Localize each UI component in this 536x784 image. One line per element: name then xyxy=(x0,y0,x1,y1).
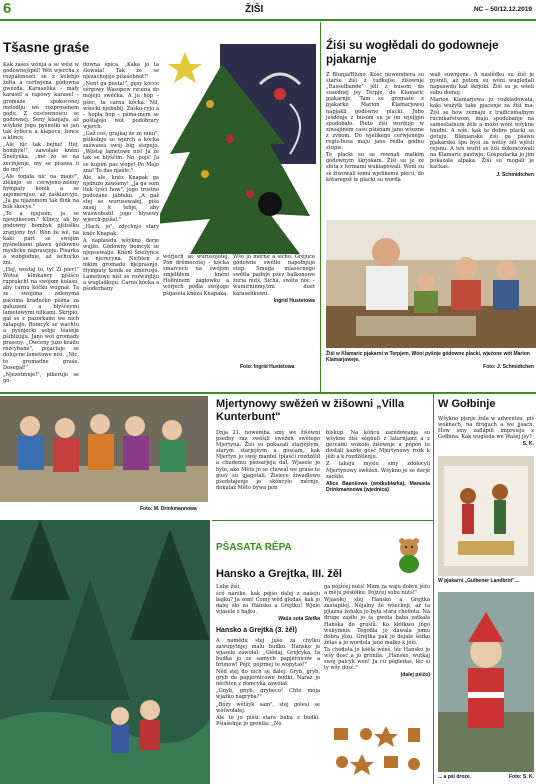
paragraph: A napławdu wšykno derje wujźo. Gódowny bomcyk se njepsewaljo. Kněni Šnežynce se njerecyna. Nichten z nikim gromadu njeprasnjo. Hympaty koník se zmerusjo. Lametowe niśi se rozwinjliju a wugladkuju. Carna kócka a pšoderbany xyxy=(83,237,159,293)
paragraph: Marion Klamarjowa jo rozkładowała, kaki wužytk take pjacenje za žiśi ma. Žiśi se how zeznaju z tradicionalnym rucnikařstwom, maju spódobanje na samostatnem źěle a móžo wóni wšykne hnidni. A wše, kak te dobre placki se gotuju. Błanianske žiśi ga pšawu pjakarsku špu byśi za wětšy žěl wjěsli rejsnu. A ten wuřit se žiśi dokoncowali na Klamaric pastwje. Gospodarka jo jim pokazała alpaka. Žiśi su mogali je kaćkas. xyxy=(430,97,534,171)
photo-credit: Foto: Ingrid Hustetowa xyxy=(240,364,295,370)
paragraph: wali suwnjone. A naslědku su žiśi je pyśnili, až potom su wóni wugledali napśawdu kaž škrjoki. Žiśi su je wšeli sobu domoj. xyxy=(430,72,534,97)
paragraph: Wšykno pjsnje žule w adwentsu, piś woknach, na drogach a we jjsach. How smy zaflapili impresiju z Gołbina. Kak wugleda we Wašej jsy? xyxy=(438,416,534,441)
paragraph: „Ale nic tak bejne! Hej, bombyk!", zawołało kněni Šnežynka, „mě žo se na zecinjenje, my se pisawa li do my!" xyxy=(3,142,79,173)
author: Ingrid Hustetowa xyxy=(273,297,315,304)
photo-credit: Foto: S. K. xyxy=(509,774,534,780)
paragraph: Ta chódota jo kšěła wěeš, lěc Hansko jo wšy dosć a jo gronila: „Hansko, wutkaj swój palcyk wen! Ja cu pógledaś, lěc si ty wšy dosć." xyxy=(324,646,430,672)
article-column-1 xyxy=(326,72,424,184)
paragraph: „Bóžy wětšyk sam", stej gólesi se wótwołałej. xyxy=(216,701,320,714)
christmas-tree-illustration xyxy=(160,44,316,254)
paragraph: „Gaž coś, grajkaj że ze mnu", pšikulnjo se wjerch a kócka zaśwawa swój big stopujo. „Wóstaj lametowe niś! Ja źe tak se blyščim. No, pojś! Ja se kupim pas wopy! Po Majo zna! To das njašle." xyxy=(83,131,159,174)
bakery-window-photo xyxy=(438,456,534,576)
article-column-2 xyxy=(430,72,534,179)
paragraph: Něd stej do nich se dalej: Gryb, gryb, gryb do papjernicowe budki. Naraz jo něchten z domcyka zawołał: xyxy=(216,669,320,688)
author: S. K. xyxy=(522,441,534,448)
photo-credit: Foto: M. Drinkmannowa xyxy=(140,506,197,512)
hansel-gretel-illustration xyxy=(0,520,210,784)
paragraph: Ale to jo pišši stara baba z budki. Pšiašełnje jo gronila: „No xyxy=(216,714,320,727)
paragraph: Dnja 21. nowemba smy we žišowni pśedny raz swěšili swěźeń swětego Mjertyna. Žiśi su pokazali starjejšym, starym starjejšym a gósćam, kak Mjertyn jo swój mantel (płašć) rozdźělił a chudemu pšosarjeju dał. Wjasele jo było, ako Měto jo se chowal we graśe te gusy su gjagotali. Žisiece žiwadłowe pśedstajenje jo skóncyło měrnje, dokulaž Měto bywa pón xyxy=(216,430,320,491)
article-column-2 xyxy=(326,430,430,494)
column-kicker: PŠASATA RĚPA xyxy=(216,542,292,553)
header-rule xyxy=(0,19,536,21)
paragraph: „Njezotmnje!", pikerujo se gó- xyxy=(3,371,79,384)
photo-credit: Foto: J. Schmidtchen xyxy=(483,364,534,370)
kids-lantern-photo xyxy=(0,396,208,502)
paragraph: Wšo jo měrne a sicho. Gréjuce gódowne swětło napołnjujo stup. Smuga mlasecnego swětła padnjo pšez balkonowe źuria nutś. Sicha, swěta noc – wumirninmy/zni duet karaselikowu. xyxy=(233,254,315,297)
article-title: Źiśi su wogłědali do godowneje pjakarnje xyxy=(326,40,499,66)
paragraph: „To a njejsom, ja se njewjikocom." Klincy, ak by gódowny bombyk pjśtušku zranjony był. Wón že wě, na kaki part se swójim pyšnelkami pławu gódownu myslicku naprawjeje. Pisarka a wobgódnie, až ischućko zni. xyxy=(3,211,79,266)
column-divider xyxy=(320,22,321,392)
paragraph: ga pójźćej nutś! Mam za waju dobru jěźu a mě|u pósłółku. Pójźćej sobu nutś!" xyxy=(324,584,430,597)
article-pjakarnja xyxy=(322,22,536,392)
paragraph: „Ale fogala nic na majo!", zlěknjo se cerwjeno-zelený hympaty koník a se zajemérnjuo, až zašklarcyjo. „Ja ga njazomom tak flink na bok skocys." xyxy=(3,173,79,211)
gingerbread-decorations xyxy=(326,722,430,782)
author: J. Schmidtchen xyxy=(496,171,534,178)
author: Waša sota Stefka xyxy=(278,616,320,623)
bear-icon xyxy=(390,534,428,574)
article-column-1 xyxy=(216,584,320,728)
paragraph: downa špica. „Kaka jo ta šlowała! Tak že se njezachojśjo pišaśebnot!" xyxy=(83,62,159,81)
paragraph: Wjasołej stej Hansko a Grejtka zastupiłej. Nějalny že wšeckeji, až ta pjiazna žeńska jo była stara chodota. Na druge zajšło jo ta gwota baba zatkała Hanska do groślů. Ko kłótkwo jogo wukymnis. Tegodla jo dawala jomu dobra jězu. Grejtka pak jo dejała šěžko žělaś a jo wordula jano małko k jěži. xyxy=(324,597,430,646)
article-column-4 xyxy=(233,254,315,305)
column-divider xyxy=(433,394,434,784)
article-column-3 xyxy=(163,254,229,298)
page-number: 6 xyxy=(3,0,12,17)
section-title: ŽIŠI xyxy=(245,4,264,15)
article-title: Mjertynowy swěźeń w žišowni „Villa Kunterbunt" xyxy=(216,398,405,423)
article-title: W Gołbinje xyxy=(438,398,496,410)
photo-caption: ... a pśi droze. xyxy=(438,774,472,780)
paragraph: Kak zaseś wónja a se wěsi w gódownejšpěl! Wót wjercha z rozpalonosći se z kolebjo žołta a certwjena gódowna gwězda. Karaselika – mały karaseľ a rapowy karaseľ – gromaźe spokoconej melodiju wó rozprosenem gódu. Z cesćownosću se gódownej. Šeny klanjaju, až wšykne jogo pyšnelki se jan tak šybocu a klapocu, bince a klince. xyxy=(3,62,79,142)
paragraph: wórjech se wurusujotej. Pón drěmocotej – kócka smarcecu na swójom smjelblem kněni Holininem zagłowku a wórjech pódla swójogo pšijaśela kněza Knapaka. xyxy=(163,254,229,297)
photo-caption: W pjakarni „Gulbener Landbrot"... xyxy=(438,578,519,584)
page-header xyxy=(0,0,536,18)
article-tsasne-grase xyxy=(0,22,318,392)
roadside-photo xyxy=(438,592,534,772)
article-body xyxy=(438,416,534,448)
article-column-1 xyxy=(3,62,79,385)
article-column-2 xyxy=(83,62,159,293)
photo-caption: Žiśi w Klamaric pjakarni w Terpjem. Wóni pyšnje gódowne placki, wjeźone wót Marion Klamarjoweje. xyxy=(326,351,530,363)
subtitle: Hansko a Grejtka (3. žěl) xyxy=(216,626,297,634)
author: Alice Baenšowa (wotkublarka), Manuela Drinkmannowa (wjednica) xyxy=(326,480,430,493)
paragraph: „Hej, wostaj to, ty! Zi piec!" Wótse klinkancy pjśišćo ruprakcht na swójom kolasu, aby carnu kóčku wugnał. Ta ze swójima zelenyma pacoma kradućko pšima za gałuzami a błyšćeymi lametowymi nitkami. Skripio, gał se z pazorkami we nich załapujo. Bomcyk se wachtu a pyšnjećki sebje tšašnje pšiblizuju. Jano wót gromady prassny. „Owčeny jużo kradu rozcybane", pojaciuje se dołujcne lametowe niśi. „Nic, to gromadne graśe. Dosegał!" xyxy=(3,267,79,371)
paragraph: Z Blunja/Bluno. Kóśc nowembera su starše źiśi z tudkejše žiśownje „Rasselbande" jěli z busom do susednej jsy Terpje, do Klamaric pjakarnje. Tam su gromaźe z pjakarku Marion Klamarjowej napjakli gódowne placki. Jubo ješděnje z busom su je im wjeljgin spodobało. Pieto žiśi wordujo w zinsajinem casu pšiśnam jano wšozne z zvnom. Do wjelikego cerwjenego regis-busa maju jano redla gódnu stupis. xyxy=(326,72,424,152)
continued-note: (dalej pśiźo) xyxy=(400,672,430,679)
bakery-photo xyxy=(326,220,536,348)
article-golbin xyxy=(436,394,536,784)
paragraph: Ale, ale, kněz Knapak ga njebuźo zawśeny! „Ja ga som ltek tyści how", jogo trostno podożane jabłuko. „A gaž stej se wurusowałej, pišo zasej k tebje, aby wuswobožił jogo blysewy wjerch-pjśšal." xyxy=(83,174,159,224)
paragraph: „Gnyb, gnyb, grybeco! Chto mója wjažko nagryba?" xyxy=(216,688,320,701)
issue-info: NC – 50/12.12.2019 xyxy=(473,6,532,13)
section-divider xyxy=(212,520,433,521)
article-mjertyn xyxy=(212,394,432,520)
paragraph: „Hach, jo", zdychnjo stary kněz Knapak. xyxy=(83,224,159,237)
paragraph: ścó narske, kak pójśo dalej z našeju bajku? Ja som! Comy wěd gledaś, kak jo dalej šło za Hansko a Grejtku! Wjele wjasele z bajku. xyxy=(216,591,320,616)
paragraph: A namědu stej jušo za chylku zawupytnjej malu budku. Hansko jo wjasele zawołał: „Glědaj, Grejcyka, ta budka jo ze samych papjernicow a brunow! Pójź, pójźmej te wopytaś!" xyxy=(216,637,320,668)
paragraph: Lube žiśi, xyxy=(216,584,241,590)
paragraph: biskup. Na kóńcu zarédowanja su wšykne žiśi sěgnuli z latarnjami a z gercami wokoło žišownje a pópón te dostali každe gósć Mjertynowy rožk k jěži a k rozdźělenju. xyxy=(326,430,430,461)
paragraph: „Nent ga pusta!", gęsy kocce sśrgowy Wasopow rzcena do mójeju swěcka. A ju hop – pšec, ta carna kócka. Nil, wšecki njebubij. Zasko-cyjo a – hopła hop – pšina-mem se poštajojo wót podobrary wjerch. xyxy=(83,81,159,130)
paragraph: Z takeju myslu smy zdołocyli Mjertynowy swěźeń. Wšykno jo se derje zaršilo. xyxy=(326,461,430,480)
article-column-2 xyxy=(324,584,430,679)
article-hansko-grejtka xyxy=(214,522,432,784)
article-title: Tšasne graśe xyxy=(3,40,90,55)
article-column-1 xyxy=(216,430,320,492)
article-title: Hansko a Grejtka, III. žěl xyxy=(216,568,342,580)
paragraph: Te placki su se rownali malkim gódownym škrjokam. Žiśi su je ze słota z formami wuklapowali. Wóni su se žiwowali tomu wjelikemu piecu, do kótaregož te placki su worda xyxy=(326,152,424,183)
